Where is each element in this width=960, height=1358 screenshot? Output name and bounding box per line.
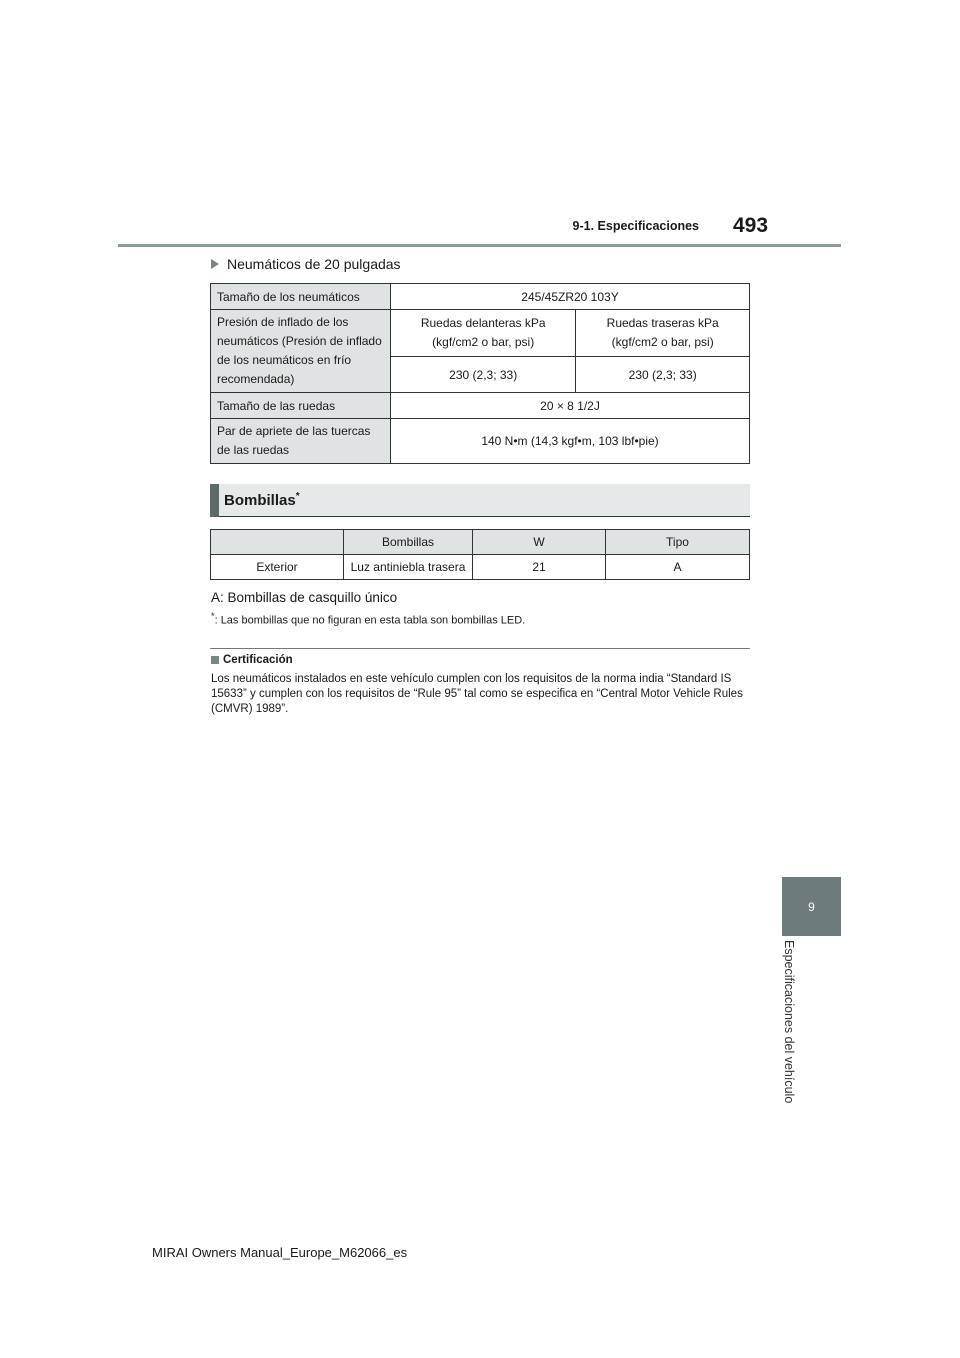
column-header: [211, 530, 344, 555]
certification-title-text: Certificación: [223, 654, 293, 666]
tires-subheading: [211, 256, 401, 272]
bulbs-heading: [210, 484, 750, 517]
front-pressure-value: 230 (2,3; 33): [391, 357, 576, 393]
bulb-type-note: A: Bombillas de casquillo único: [211, 590, 398, 605]
divider: [210, 648, 750, 649]
tires-subheading-text: Neumáticos de 20 pulgadas: [227, 256, 401, 272]
footnote: [211, 611, 525, 627]
front-pressure-label: Ruedas delanteras kPa (kgf/cm2 o bar, psi): [391, 310, 576, 357]
rear-pressure-label: Ruedas traseras kPa (kgf/cm2 o bar, psi): [576, 310, 750, 357]
table-cell: A: [606, 555, 750, 580]
heading-asterisk: *: [295, 491, 300, 502]
torque-label: Par de apriete de las tuercas de las ruedas: [211, 419, 391, 464]
rear-pressure-value: 230 (2,3; 33): [576, 357, 750, 393]
footnote-text: : Las bombillas que no figuran en esta tabla son bombillas LED.: [214, 614, 526, 627]
wheel-size-label: Tamaño de las ruedas: [211, 393, 391, 419]
table-cell: Luz antiniebla trasera: [344, 555, 473, 580]
page-number: 493: [733, 214, 769, 237]
table-header-row: [211, 530, 750, 555]
bulbs-table: [210, 529, 750, 580]
chapter-title-vertical: [782, 940, 812, 1170]
column-header: W: [473, 530, 606, 555]
tire-size-value: 245/45ZR20 103Y: [391, 284, 750, 310]
wheel-size-value: 20 × 8 1/2J: [391, 393, 750, 419]
column-header: Tipo: [606, 530, 750, 555]
column-header: Bombillas: [344, 530, 473, 555]
table-row: [211, 555, 750, 580]
footnote-asterisk: *: [211, 611, 215, 621]
chapter-number: 9: [808, 899, 815, 914]
page-footer: MIRAI Owners Manual_Europe_M62066_es: [152, 1245, 408, 1260]
chapter-tab: [782, 877, 841, 936]
certification-body: Los neumáticos instalados en este vehículo cumplen con los requisitos de la norma india “Standard IS 15633” y cumplen con los requisitos de “Rule 95” tal como se especifica en “Central Motor Vehicle Rules (CMVR) 1989”.: [211, 673, 743, 715]
tire-pressure-label: Presión de inflado de los neumáticos (Presión de inflado de los neumáticos en frío recomendada): [211, 310, 391, 393]
table-cell: 21: [473, 555, 606, 580]
torque-value: 140 N•m (14,3 kgf•m, 103 lbf•pie): [391, 419, 750, 464]
triangle-bullet-icon: [211, 259, 219, 269]
certification-title: [211, 654, 293, 666]
header-rule: [118, 244, 841, 247]
section-title: 9-1. Especificaciones: [572, 219, 699, 233]
bulbs-heading-text: Bombillas*: [224, 491, 300, 509]
tire-size-label: Tamaño de los neumáticos: [211, 284, 391, 310]
table-cell: Exterior: [211, 555, 344, 580]
square-bullet-icon: [211, 656, 219, 664]
chapter-title: Especificaciones del vehículo: [782, 940, 796, 1104]
heading-bar: [210, 484, 219, 517]
tire-spec-table: [210, 283, 750, 464]
